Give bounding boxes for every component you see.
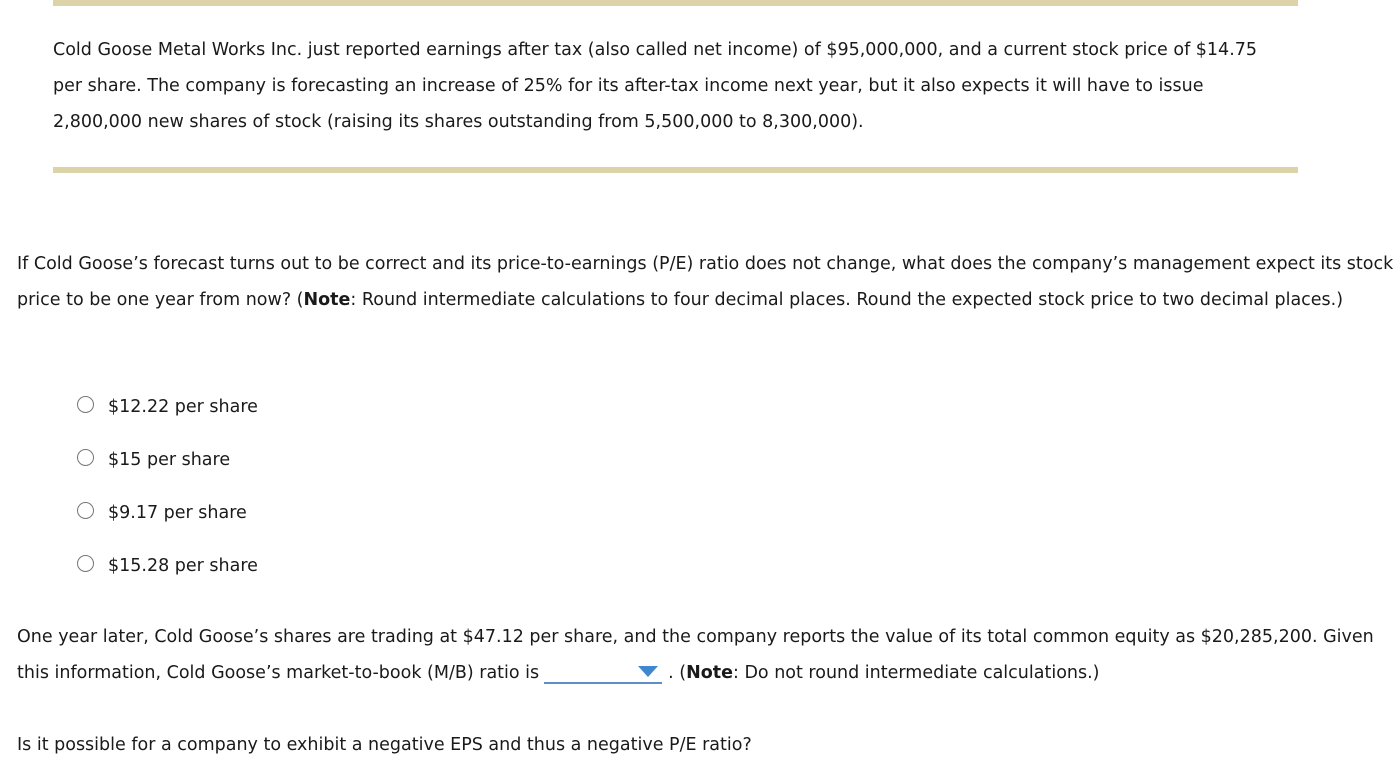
radio-button[interactable] <box>77 396 94 413</box>
radio-button[interactable] <box>77 555 94 572</box>
answer-option[interactable] <box>77 380 258 433</box>
answer-option-label: $15.28 per share <box>108 555 258 576</box>
note-label: Note <box>303 290 351 310</box>
answer-option[interactable] <box>77 486 258 539</box>
question-text-part1: If Cold Goose’s forecast turns out to be correct and its price-to-earnings (P/E) ratio does not change, what does the company’s management expect its stock price to be one year from now? ( <box>17 254 1394 310</box>
answer-option[interactable] <box>77 539 258 592</box>
radio-button[interactable] <box>77 449 94 466</box>
mb-after-dropdown: . ( <box>668 663 687 683</box>
radio-button[interactable] <box>77 502 94 519</box>
answer-option-label: $12.22 per share <box>108 396 258 417</box>
bottom-divider <box>53 167 1298 173</box>
caret-down-icon <box>638 666 658 677</box>
intro-paragraph: Cold Goose Metal Works Inc. just reported earnings after tax (also called net income) of $95,000,000, and a current stock price of $14.75 per share. The company is forecasting an increase of 25% for its after-tax income next year, but it also expects it will have to issue 2,800,000 new shares of stock (raising its shares outstanding from 5,500,000 to 8,300,000). <box>53 40 1258 132</box>
mb-note-text: : Do not round intermediate calculations.) <box>733 663 1100 683</box>
question-negative-eps: Is it possible for a company to exhibit a negative EPS and thus a negative P/E ratio? <box>17 735 752 755</box>
answer-option-label: $9.17 per share <box>108 502 247 523</box>
mb-ratio-dropdown[interactable] <box>544 660 662 684</box>
top-divider <box>53 0 1298 6</box>
answer-option[interactable] <box>77 433 258 486</box>
answer-option-label: $15 per share <box>108 449 231 470</box>
question-pe-stock-price <box>17 246 1397 318</box>
question-text-part2: : Round intermediate calculations to four decimal places. Round the expected stock price to two decimal places.) <box>350 290 1344 310</box>
note-label: Note <box>686 663 733 683</box>
answer-options <box>77 380 258 592</box>
question-mb-ratio <box>17 619 1397 691</box>
mb-question-text: One year later, Cold Goose’s shares are trading at $47.12 per share, and the company reports the value of its total common equity as $20,285,200. Given this information, Cold Goose’s market-to-book (M/B) ratio is <box>17 627 1374 683</box>
